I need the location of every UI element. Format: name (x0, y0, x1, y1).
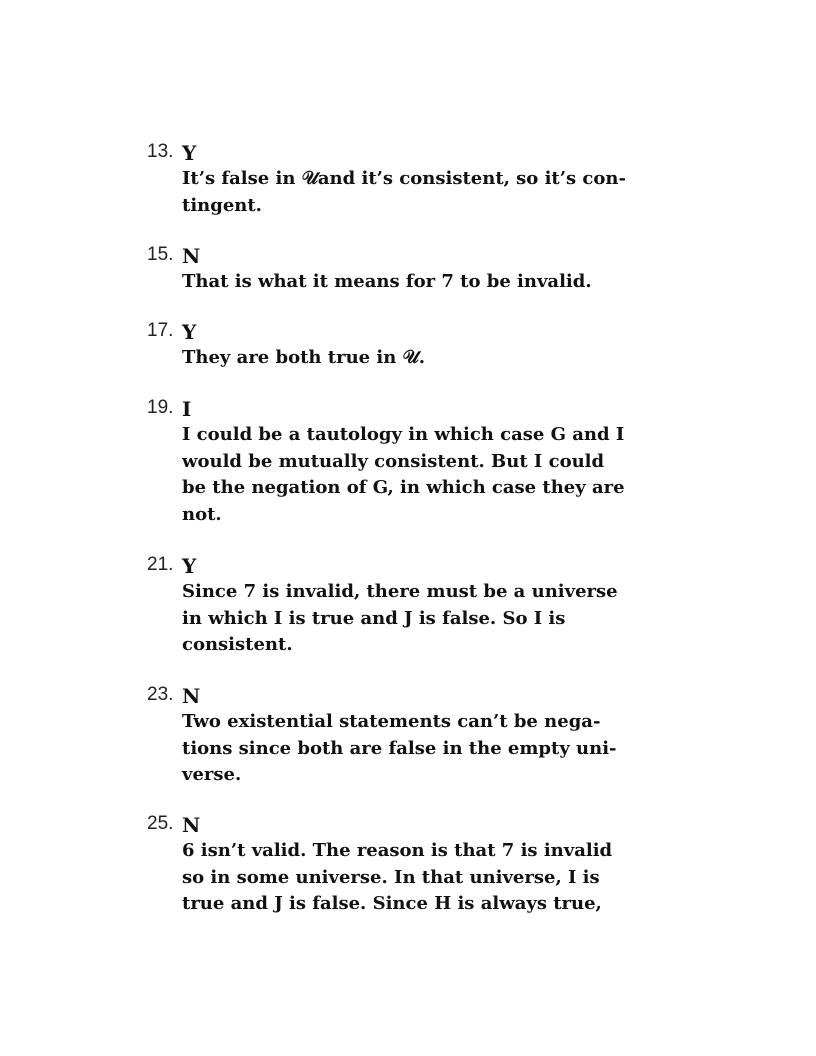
explanation-line: 6 isn’t valid. The reason is that 7 is invalid (182, 840, 613, 861)
item-explanation (182, 422, 672, 528)
item-answer: N (182, 244, 201, 268)
explanation-line: consistent. (182, 634, 293, 655)
item-explanation (182, 166, 672, 219)
item-explanation (182, 579, 672, 659)
explanation-line: so in some universe. In that universe, I is (182, 866, 600, 888)
item-number: 25. (147, 813, 174, 834)
explanation-line: That is what it means for 7 to be invalid. (182, 271, 592, 292)
explanation-line: Since 7 is invalid, there must be a universe (182, 581, 618, 602)
item-explanation (182, 838, 672, 918)
item-answer: N (182, 813, 201, 837)
explanation-line: verse. (182, 764, 242, 785)
item-number: 21. (147, 554, 174, 575)
item-number: 13. (147, 141, 174, 162)
explanation-line: in which I is true and J is false. So I is (182, 607, 566, 629)
explanation-line: tions since both are false in the empty uni- (182, 737, 617, 759)
item-number: 19. (147, 397, 174, 418)
explanation-line: I could be a tautology in which case G and I (182, 424, 625, 445)
item-explanation (182, 709, 672, 789)
explanation-line: It’s false in 𝒰and it’s consistent, so it’s con- (182, 168, 626, 189)
item-answer: Y (182, 141, 197, 165)
explanation-line: Two existential statements can’t be nega- (182, 711, 601, 732)
explanation-line: They are both true in 𝒰. (182, 347, 426, 368)
explanation-line: would be mutually consistent. But I could (182, 450, 605, 472)
item-answer: Y (182, 554, 197, 578)
item-number: 23. (147, 684, 174, 705)
explanation-line: not. (182, 503, 222, 525)
item-explanation (182, 269, 672, 296)
item-answer: N (182, 684, 201, 708)
item-number: 15. (147, 244, 174, 265)
explanation-line: tingent. (182, 194, 262, 216)
item-number: 17. (147, 320, 174, 341)
explanation-line: true and J is false. Since H is always true, (182, 893, 602, 914)
item-answer: Y (182, 320, 197, 344)
item-answer: I (182, 397, 192, 421)
item-explanation (182, 345, 672, 372)
explanation-line: be the negation of G, in which case they are (182, 477, 625, 498)
